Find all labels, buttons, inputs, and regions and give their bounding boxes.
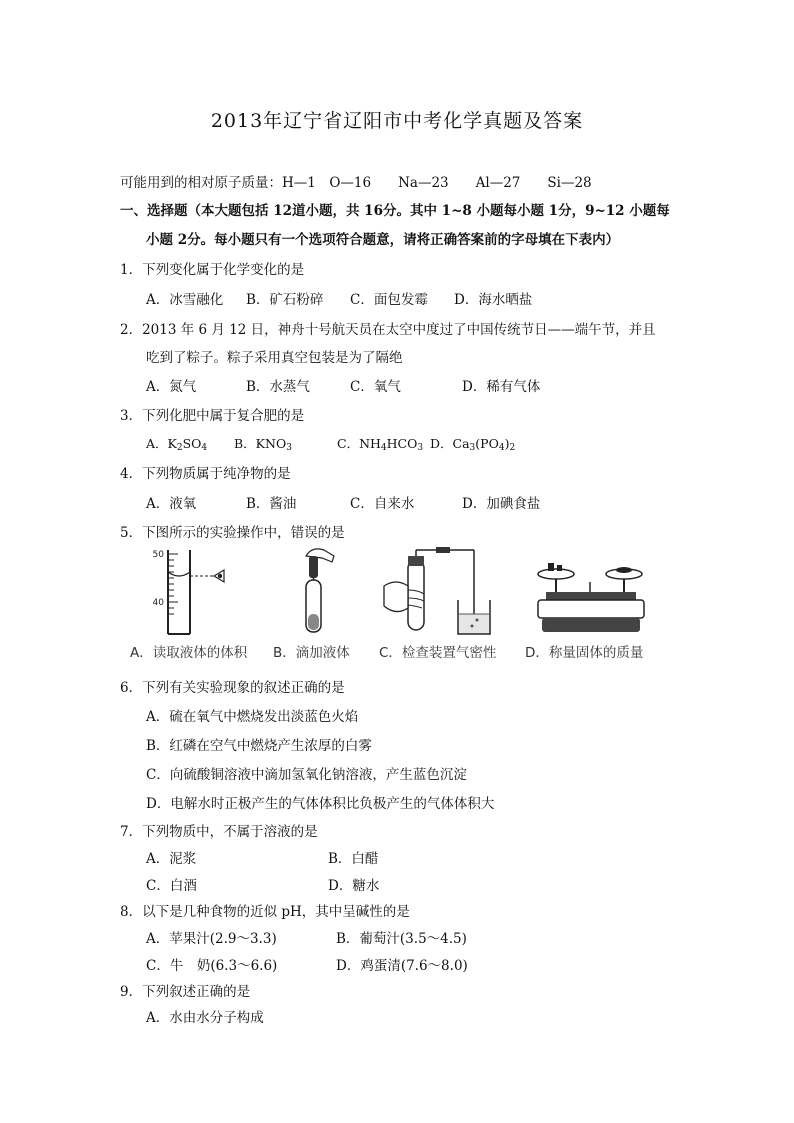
page-title: 2013年辽宁省辽阳市中考化学真题及答案 bbox=[210, 110, 584, 132]
figure-a-graduated-cylinder bbox=[150, 546, 260, 636]
q3-option-a: A．$K_2SO_4$ bbox=[146, 436, 208, 453]
q2-option-d: D．稀有气体 bbox=[462, 379, 541, 395]
q6-stem: 6．下列有关实验现象的叙述正确的是 bbox=[120, 680, 345, 696]
atomic-masses: 可能用到的相对原子质量：H—1 O—16 Na—23 Al—27 Si—28 bbox=[120, 175, 592, 191]
q7-stem: 7．下列物质中，不属于溶液的是 bbox=[120, 824, 318, 840]
q6-option-b: B．红磷在空气中燃烧产生浓厚的白雾 bbox=[146, 738, 372, 754]
q2-option-c: C．氧气 bbox=[350, 379, 401, 395]
q3-option-d: D．$Ca_3(PO_4)_2$ bbox=[430, 436, 516, 453]
cylinder-scale-bottom: 40 bbox=[152, 598, 164, 608]
q4-option-b: B．酱油 bbox=[246, 496, 297, 512]
figure-d-label: D．称量固体的质量 bbox=[525, 645, 644, 661]
q6-option-a: A．硫在氧气中燃烧发出淡蓝色火焰 bbox=[146, 709, 359, 725]
q2-option-b: B．水蒸气 bbox=[246, 379, 310, 395]
q5-stem: 5．下图所示的实验操作中，错误的是 bbox=[120, 525, 345, 541]
q1-option-b: B．矿石粉碎 bbox=[246, 292, 324, 308]
q2-option-a: A．氮气 bbox=[146, 379, 197, 395]
q6-option-d: D．电解水时正极产生的气体体积比负极产生的气体体积大 bbox=[146, 796, 495, 812]
q1-stem: 1．下列变化属于化学变化的是 bbox=[120, 262, 305, 278]
q1-option-d: D．海水晒盐 bbox=[454, 292, 533, 308]
q9-option-a: A．水由水分子构成 bbox=[146, 1010, 264, 1026]
q4-option-d: D．加碘食盐 bbox=[462, 496, 541, 512]
q2-stem-line1: 2．2013 年 6 月 12 日，神舟十号航天员在太空中度过了中国传统节日——端午节，并且 bbox=[120, 322, 656, 338]
cylinder-scale-top: 50 bbox=[152, 550, 164, 560]
q7-option-b: B．白醋 bbox=[328, 851, 379, 867]
q7-option-a: A．泥浆 bbox=[146, 851, 197, 867]
figure-c-airtight-check bbox=[378, 546, 508, 638]
q1-option-a: A．冰雪融化 bbox=[146, 292, 224, 308]
figure-a-label: A．读取液体的体积 bbox=[130, 645, 248, 661]
q8-stem: 8．以下是几种食物的近似 pH，其中呈碱性的是 bbox=[120, 904, 410, 920]
section-heading-line1: 一、选择题（本大题包括 12道小题，共 16分。其中 1~8 小题每小题 1分，9~12 小题每 bbox=[120, 203, 670, 219]
figure-b-label: B．滴加液体 bbox=[273, 645, 350, 661]
q3-option-c: C．$NH_4HCO_3$ bbox=[337, 436, 424, 453]
q6-option-c: C．向硫酸铜溶液中滴加氢氧化钠溶液，产生蓝色沉淀 bbox=[146, 767, 467, 783]
q8-option-c: C．牛 奶(6.3～6.6) bbox=[146, 958, 278, 974]
q1-option-c: C．面包发霉 bbox=[350, 292, 428, 308]
figure-c-label: C．检查装置气密性 bbox=[379, 645, 497, 661]
q7-option-c: C．白酒 bbox=[146, 878, 197, 894]
q2-stem-line2: 吃到了粽子。粽子采用真空包装是为了隔绝 bbox=[146, 350, 403, 366]
figure-d-balance bbox=[532, 560, 650, 638]
q3-option-b: B．$KNO_3$ bbox=[234, 436, 292, 453]
q4-option-c: C．自来水 bbox=[350, 496, 415, 512]
figure-b-dropper bbox=[292, 546, 352, 638]
q8-option-b: B．葡萄汁(3.5～4.5) bbox=[336, 931, 467, 947]
q4-option-a: A．液氧 bbox=[146, 496, 197, 512]
q9-stem: 9．下列叙述正确的是 bbox=[120, 984, 251, 1000]
section-heading-line2: 小题 2分。每小题只有一个选项符合题意，请将正确答案前的字母填在下表内） bbox=[146, 232, 620, 248]
q8-option-d: D．鸡蛋清(7.6～8.0) bbox=[336, 958, 468, 974]
q7-option-d: D．糖水 bbox=[328, 878, 380, 894]
q3-stem: 3．下列化肥中属于复合肥的是 bbox=[120, 408, 305, 424]
q4-stem: 4．下列物质属于纯净物的是 bbox=[120, 466, 291, 482]
q8-option-a: A．苹果汁(2.9～3.3) bbox=[146, 931, 277, 947]
